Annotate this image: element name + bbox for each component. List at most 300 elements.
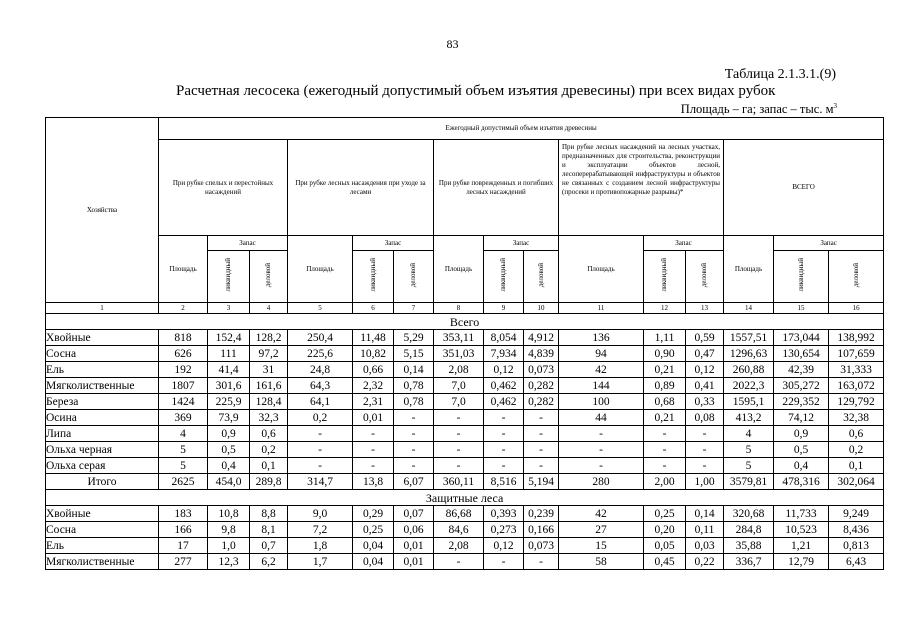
- table-cell: 32,3: [250, 410, 288, 426]
- table-cell: 136: [559, 330, 644, 346]
- table-cell: -: [394, 426, 434, 442]
- table-cell: 353,11: [434, 330, 484, 346]
- group-header: Ежегодный допустимый объем изъятия древесины: [159, 118, 884, 140]
- table-cell: 17: [159, 538, 208, 554]
- table-cell: -: [686, 458, 724, 474]
- table-cell: 27: [559, 522, 644, 538]
- table-cell: 7,2: [288, 522, 353, 538]
- table-cell: 94: [559, 346, 644, 362]
- table-cell: 1296,63: [724, 346, 774, 362]
- table-cell: 0,11: [686, 522, 724, 538]
- section-header-row: [46, 490, 884, 506]
- table-cell: 7,0: [434, 394, 484, 410]
- area-header: Площадь: [434, 236, 484, 303]
- table-cell: 225,6: [288, 346, 353, 362]
- business-header: [829, 251, 884, 303]
- table-cell: 336,7: [724, 554, 774, 570]
- species-name: Липа: [46, 426, 159, 442]
- table-cell: -: [434, 458, 484, 474]
- table-cell: 818: [159, 330, 208, 346]
- table-cell: 192: [159, 362, 208, 378]
- stock-header: Запас: [484, 236, 559, 251]
- column-number: 2: [159, 303, 208, 314]
- species-name: Хвойные: [46, 330, 159, 346]
- table-cell: 9,8: [208, 522, 250, 538]
- table-cell: 0,07: [394, 506, 434, 522]
- table-cell: 42: [559, 506, 644, 522]
- table-cell: 6,2: [250, 554, 288, 570]
- table-cell: 107,659: [829, 346, 884, 362]
- table-cell: -: [559, 458, 644, 474]
- table-cell: 73,9: [208, 410, 250, 426]
- liquid-label: ликвидный: [224, 258, 232, 292]
- table-cell: 2022,3: [724, 378, 774, 394]
- table-cell: 0,03: [686, 538, 724, 554]
- species-name: Осина: [46, 410, 159, 426]
- column-number: 6: [353, 303, 394, 314]
- table-cell: 11,733: [774, 506, 829, 522]
- column-number: 9: [484, 303, 524, 314]
- units-note: [681, 102, 837, 117]
- table-cell: 1424: [159, 394, 208, 410]
- table-cell: -: [524, 458, 559, 474]
- table-cell: 0,01: [394, 554, 434, 570]
- table-cell: 4: [159, 426, 208, 442]
- table-cell: -: [644, 458, 686, 474]
- stock-header: Запас: [353, 236, 434, 251]
- table-cell: 129,792: [829, 394, 884, 410]
- table-cell: 8,516: [484, 474, 524, 490]
- table-cell: 0,273: [484, 522, 524, 538]
- table-cell: 0,08: [686, 410, 724, 426]
- table-cell: 0,29: [353, 506, 394, 522]
- farms-header: Хозяйства: [46, 118, 159, 303]
- liquid-header: [353, 251, 394, 303]
- table-cell: 0,06: [394, 522, 434, 538]
- table-row: [46, 394, 884, 410]
- table-cell: 229,352: [774, 394, 829, 410]
- table-cell: 86,68: [434, 506, 484, 522]
- table-cell: 478,316: [774, 474, 829, 490]
- business-label: деловой: [409, 262, 417, 288]
- table-cell: -: [484, 554, 524, 570]
- table-cell: 4,839: [524, 346, 559, 362]
- table-cell: 97,2: [250, 346, 288, 362]
- table-cell: 5,194: [524, 474, 559, 490]
- table-cell: 0,21: [644, 362, 686, 378]
- column-number: 7: [394, 303, 434, 314]
- table-row: [46, 362, 884, 378]
- table-cell: 0,462: [484, 394, 524, 410]
- table-cell: 0,25: [353, 522, 394, 538]
- table-cell: 0,282: [524, 394, 559, 410]
- liquid-header: [774, 251, 829, 303]
- table-cell: 2,31: [353, 394, 394, 410]
- species-name: Береза: [46, 394, 159, 410]
- table-cell: 0,2: [288, 410, 353, 426]
- table-cell: 0,21: [644, 410, 686, 426]
- table-row: [46, 458, 884, 474]
- table-cell: -: [434, 426, 484, 442]
- table-cell: 128,4: [250, 394, 288, 410]
- table-cell: 0,282: [524, 378, 559, 394]
- table-cell: 7,934: [484, 346, 524, 362]
- table-cell: -: [394, 410, 434, 426]
- business-header: [394, 251, 434, 303]
- table-cell: 413,2: [724, 410, 774, 426]
- table-cell: 0,12: [686, 362, 724, 378]
- table-cell: 2625: [159, 474, 208, 490]
- area-header: Площадь: [159, 236, 208, 303]
- column-number: 15: [774, 303, 829, 314]
- page-number: 83: [446, 37, 459, 51]
- table-cell: 161,6: [250, 378, 288, 394]
- table-row: [46, 538, 884, 554]
- table-cell: 35,88: [724, 538, 774, 554]
- table-row: [46, 474, 884, 490]
- table-cell: 0,393: [484, 506, 524, 522]
- table-cell: 1,7: [288, 554, 353, 570]
- section-title: Защитные леса: [46, 490, 884, 506]
- group-total: ВСЕГО: [724, 140, 884, 236]
- column-number: 16: [829, 303, 884, 314]
- table-cell: 0,1: [250, 458, 288, 474]
- table-cell: 0,6: [250, 426, 288, 442]
- table-cell: 0,78: [394, 378, 434, 394]
- table-cell: 152,4: [208, 330, 250, 346]
- table-cell: -: [484, 410, 524, 426]
- table-cell: 44: [559, 410, 644, 426]
- table-cell: 1,00: [686, 474, 724, 490]
- table-cell: 0,78: [394, 394, 434, 410]
- column-number: 11: [559, 303, 644, 314]
- table-cell: 1,0: [208, 538, 250, 554]
- table-cell: 289,8: [250, 474, 288, 490]
- table-cell: 15: [559, 538, 644, 554]
- column-number: 13: [686, 303, 724, 314]
- table-cell: 8,8: [250, 506, 288, 522]
- table-cell: -: [559, 442, 644, 458]
- stock-header: Запас: [208, 236, 288, 251]
- table-cell: -: [484, 426, 524, 442]
- forest-harvest-table: [45, 117, 884, 570]
- table-cell: 138,992: [829, 330, 884, 346]
- table-cell: 111: [208, 346, 250, 362]
- table-cell: 31: [250, 362, 288, 378]
- table-label: Таблица 2.1.3.1.(9): [724, 67, 836, 82]
- table-cell: 0,9: [774, 426, 829, 442]
- table-cell: 2,32: [353, 378, 394, 394]
- table-cell: -: [484, 458, 524, 474]
- liquid-label: ликвидный: [796, 258, 805, 292]
- table-cell: 0,073: [524, 362, 559, 378]
- table-cell: 0,90: [644, 346, 686, 362]
- table-cell: 280: [559, 474, 644, 490]
- business-label: деловой: [264, 262, 272, 288]
- table-cell: -: [686, 442, 724, 458]
- table-row: [46, 522, 884, 538]
- table-cell: 0,04: [353, 538, 394, 554]
- table-cell: 0,239: [524, 506, 559, 522]
- table-cell: 32,38: [829, 410, 884, 426]
- table-cell: 0,14: [394, 362, 434, 378]
- document-title: Расчетная лесосека (ежегодный допустимый объем изъятия древесины) при всех видах рубок: [176, 83, 776, 99]
- units-text: Площадь – га; запас – тыс. м: [680, 102, 834, 116]
- table-row: [46, 426, 884, 442]
- column-number: 3: [208, 303, 250, 314]
- liquid-header: [644, 251, 686, 303]
- column-number: 12: [644, 303, 686, 314]
- table-cell: 0,4: [208, 458, 250, 474]
- table-cell: 1,11: [644, 330, 686, 346]
- table-cell: 7,0: [434, 378, 484, 394]
- table-cell: 301,6: [208, 378, 250, 394]
- species-name: Сосна: [46, 522, 159, 538]
- table-cell: 0,66: [353, 362, 394, 378]
- table-cell: -: [288, 442, 353, 458]
- table-cell: -: [524, 442, 559, 458]
- species-name: Ольха черная: [46, 442, 159, 458]
- table-cell: 0,33: [686, 394, 724, 410]
- table-cell: 1,21: [774, 538, 829, 554]
- table-cell: 0,813: [829, 538, 884, 554]
- stock-header: Запас: [774, 236, 884, 251]
- species-name: Итого: [46, 474, 159, 490]
- table-cell: 100: [559, 394, 644, 410]
- table-cell: -: [434, 442, 484, 458]
- table-cell: 0,20: [644, 522, 686, 538]
- table-cell: 42,39: [774, 362, 829, 378]
- table-cell: 9,249: [829, 506, 884, 522]
- table-cell: 0,01: [353, 410, 394, 426]
- group-damaged-stands: При рубке поврежденных и погибших лесных насаждений: [434, 140, 559, 236]
- table-cell: 64,3: [288, 378, 353, 394]
- business-label: деловой: [536, 262, 545, 288]
- business-header: [686, 251, 724, 303]
- table-cell: 5: [724, 458, 774, 474]
- column-number: 1: [46, 303, 159, 314]
- table-row: [46, 410, 884, 426]
- table-cell: 13,8: [353, 474, 394, 490]
- species-name: Хвойные: [46, 506, 159, 522]
- table-cell: 173,044: [774, 330, 829, 346]
- table-cell: 8,1: [250, 522, 288, 538]
- group-infrastructure: При рубке лесных насаждений на лесных участках, предназначенных для строительства, реконструкции и эксплуатации объектов лесной, лесоперерабатывающей инфраструктуры и объектов не связанных с созданием лесной инфраструктуры (просеки и противопожарные разрывы)*: [559, 140, 724, 236]
- table-cell: 9,0: [288, 506, 353, 522]
- species-name: Мягколиственные: [46, 554, 159, 570]
- table-cell: 305,272: [774, 378, 829, 394]
- table-cell: 0,9: [208, 426, 250, 442]
- table-cell: 0,2: [829, 442, 884, 458]
- liquid-header: [208, 251, 250, 303]
- table-cell: 2,00: [644, 474, 686, 490]
- section-title: Всего: [46, 314, 884, 330]
- section-header-row: [46, 314, 884, 330]
- table-cell: 0,5: [774, 442, 829, 458]
- units-superscript: 3: [833, 102, 837, 110]
- table-cell: 0,01: [394, 538, 434, 554]
- table-cell: -: [353, 458, 394, 474]
- table-header: [46, 118, 884, 314]
- table-cell: 10,82: [353, 346, 394, 362]
- table-cell: 42: [559, 362, 644, 378]
- table-cell: 0,073: [524, 538, 559, 554]
- table-cell: 320,68: [724, 506, 774, 522]
- table-cell: 225,9: [208, 394, 250, 410]
- species-name: Мягколиственные: [46, 378, 159, 394]
- table-cell: 6,07: [394, 474, 434, 490]
- table-cell: -: [394, 458, 434, 474]
- table-cell: 84,6: [434, 522, 484, 538]
- table-cell: 626: [159, 346, 208, 362]
- table-cell: 0,4: [774, 458, 829, 474]
- table-cell: 0,6: [829, 426, 884, 442]
- table-cell: -: [644, 442, 686, 458]
- table-cell: 0,04: [353, 554, 394, 570]
- liquid-label: ликвидный: [499, 258, 507, 292]
- table-cell: 314,7: [288, 474, 353, 490]
- table-cell: 10,8: [208, 506, 250, 522]
- table-row: [46, 554, 884, 570]
- table-cell: -: [686, 426, 724, 442]
- business-label: деловой: [700, 262, 708, 288]
- species-name: Ольха серая: [46, 458, 159, 474]
- table-cell: 250,4: [288, 330, 353, 346]
- liquid-label: ликвидный: [368, 258, 377, 292]
- column-number: 14: [724, 303, 774, 314]
- table-cell: 163,072: [829, 378, 884, 394]
- table-cell: 0,14: [686, 506, 724, 522]
- table-cell: 144: [559, 378, 644, 394]
- group-mature-stands: При рубке спелых и перестойных насаждений: [159, 140, 288, 236]
- table-cell: 454,0: [208, 474, 250, 490]
- table-cell: 24,8: [288, 362, 353, 378]
- table-cell: 260,88: [724, 362, 774, 378]
- table-cell: -: [353, 442, 394, 458]
- table-cell: 31,333: [829, 362, 884, 378]
- table-cell: -: [394, 442, 434, 458]
- table-cell: -: [644, 426, 686, 442]
- table-cell: 5,15: [394, 346, 434, 362]
- table-cell: -: [434, 554, 484, 570]
- table-cell: 12,3: [208, 554, 250, 570]
- business-label: деловой: [851, 262, 860, 288]
- table-cell: 5: [724, 442, 774, 458]
- table-cell: 11,48: [353, 330, 394, 346]
- table-cell: -: [524, 426, 559, 442]
- table-cell: -: [524, 554, 559, 570]
- table-row: [46, 378, 884, 394]
- column-number: 8: [434, 303, 484, 314]
- table-cell: 2,08: [434, 538, 484, 554]
- table-cell: 1557,51: [724, 330, 774, 346]
- business-header: [250, 251, 288, 303]
- table-cell: 128,2: [250, 330, 288, 346]
- species-name: Сосна: [46, 346, 159, 362]
- table-cell: 5: [159, 442, 208, 458]
- table-cell: 360,11: [434, 474, 484, 490]
- table-cell: 0,45: [644, 554, 686, 570]
- column-number: 10: [524, 303, 559, 314]
- species-name: Ель: [46, 538, 159, 554]
- table-cell: 0,7: [250, 538, 288, 554]
- table-cell: 130,654: [774, 346, 829, 362]
- table-cell: 4,912: [524, 330, 559, 346]
- group-thinning: При рубке лесных насаждения при уходе за лесами: [288, 140, 434, 236]
- table-cell: 302,064: [829, 474, 884, 490]
- table-cell: 1595,1: [724, 394, 774, 410]
- table-cell: 8,436: [829, 522, 884, 538]
- table-cell: -: [524, 410, 559, 426]
- table-cell: -: [434, 410, 484, 426]
- column-number: 5: [288, 303, 353, 314]
- table-cell: 6,43: [829, 554, 884, 570]
- table-cell: -: [288, 426, 353, 442]
- table-cell: 8,054: [484, 330, 524, 346]
- table-cell: 0,68: [644, 394, 686, 410]
- table-cell: 0,2: [250, 442, 288, 458]
- area-header: Площадь: [559, 236, 644, 303]
- table-row: [46, 330, 884, 346]
- table-cell: 58: [559, 554, 644, 570]
- area-header: Площадь: [288, 236, 353, 303]
- liquid-label: ликвидный: [660, 258, 668, 292]
- table-cell: 10,523: [774, 522, 829, 538]
- table-cell: 3579,81: [724, 474, 774, 490]
- table-cell: -: [484, 442, 524, 458]
- stock-header: Запас: [644, 236, 724, 251]
- column-number: 4: [250, 303, 288, 314]
- table-cell: 0,89: [644, 378, 686, 394]
- table-cell: 5,29: [394, 330, 434, 346]
- table-cell: 0,12: [484, 362, 524, 378]
- table-cell: 1,8: [288, 538, 353, 554]
- table-cell: 277: [159, 554, 208, 570]
- table-cell: 183: [159, 506, 208, 522]
- table-cell: 0,462: [484, 378, 524, 394]
- business-header: [524, 251, 559, 303]
- table-cell: 0,12: [484, 538, 524, 554]
- table-cell: 0,1: [829, 458, 884, 474]
- table-cell: 12,79: [774, 554, 829, 570]
- table-cell: 0,41: [686, 378, 724, 394]
- table-cell: 1807: [159, 378, 208, 394]
- column-number-row: [46, 303, 884, 314]
- table-cell: 0,25: [644, 506, 686, 522]
- table-cell: 2,08: [434, 362, 484, 378]
- species-name: Ель: [46, 362, 159, 378]
- table-cell: 0,05: [644, 538, 686, 554]
- table-cell: -: [288, 458, 353, 474]
- table-cell: 64,1: [288, 394, 353, 410]
- table-row: [46, 506, 884, 522]
- table-row: [46, 346, 884, 362]
- table-cell: 0,22: [686, 554, 724, 570]
- table-cell: 351,03: [434, 346, 484, 362]
- table-cell: -: [353, 426, 394, 442]
- table-cell: -: [559, 426, 644, 442]
- table-row: [46, 442, 884, 458]
- table-body: [46, 314, 884, 570]
- area-header: Площадь: [724, 236, 774, 303]
- table-cell: 0,59: [686, 330, 724, 346]
- table-cell: 41,4: [208, 362, 250, 378]
- table-cell: 166: [159, 522, 208, 538]
- table-cell: 284,8: [724, 522, 774, 538]
- table-cell: 0,5: [208, 442, 250, 458]
- table-cell: 0,166: [524, 522, 559, 538]
- table-cell: 5: [159, 458, 208, 474]
